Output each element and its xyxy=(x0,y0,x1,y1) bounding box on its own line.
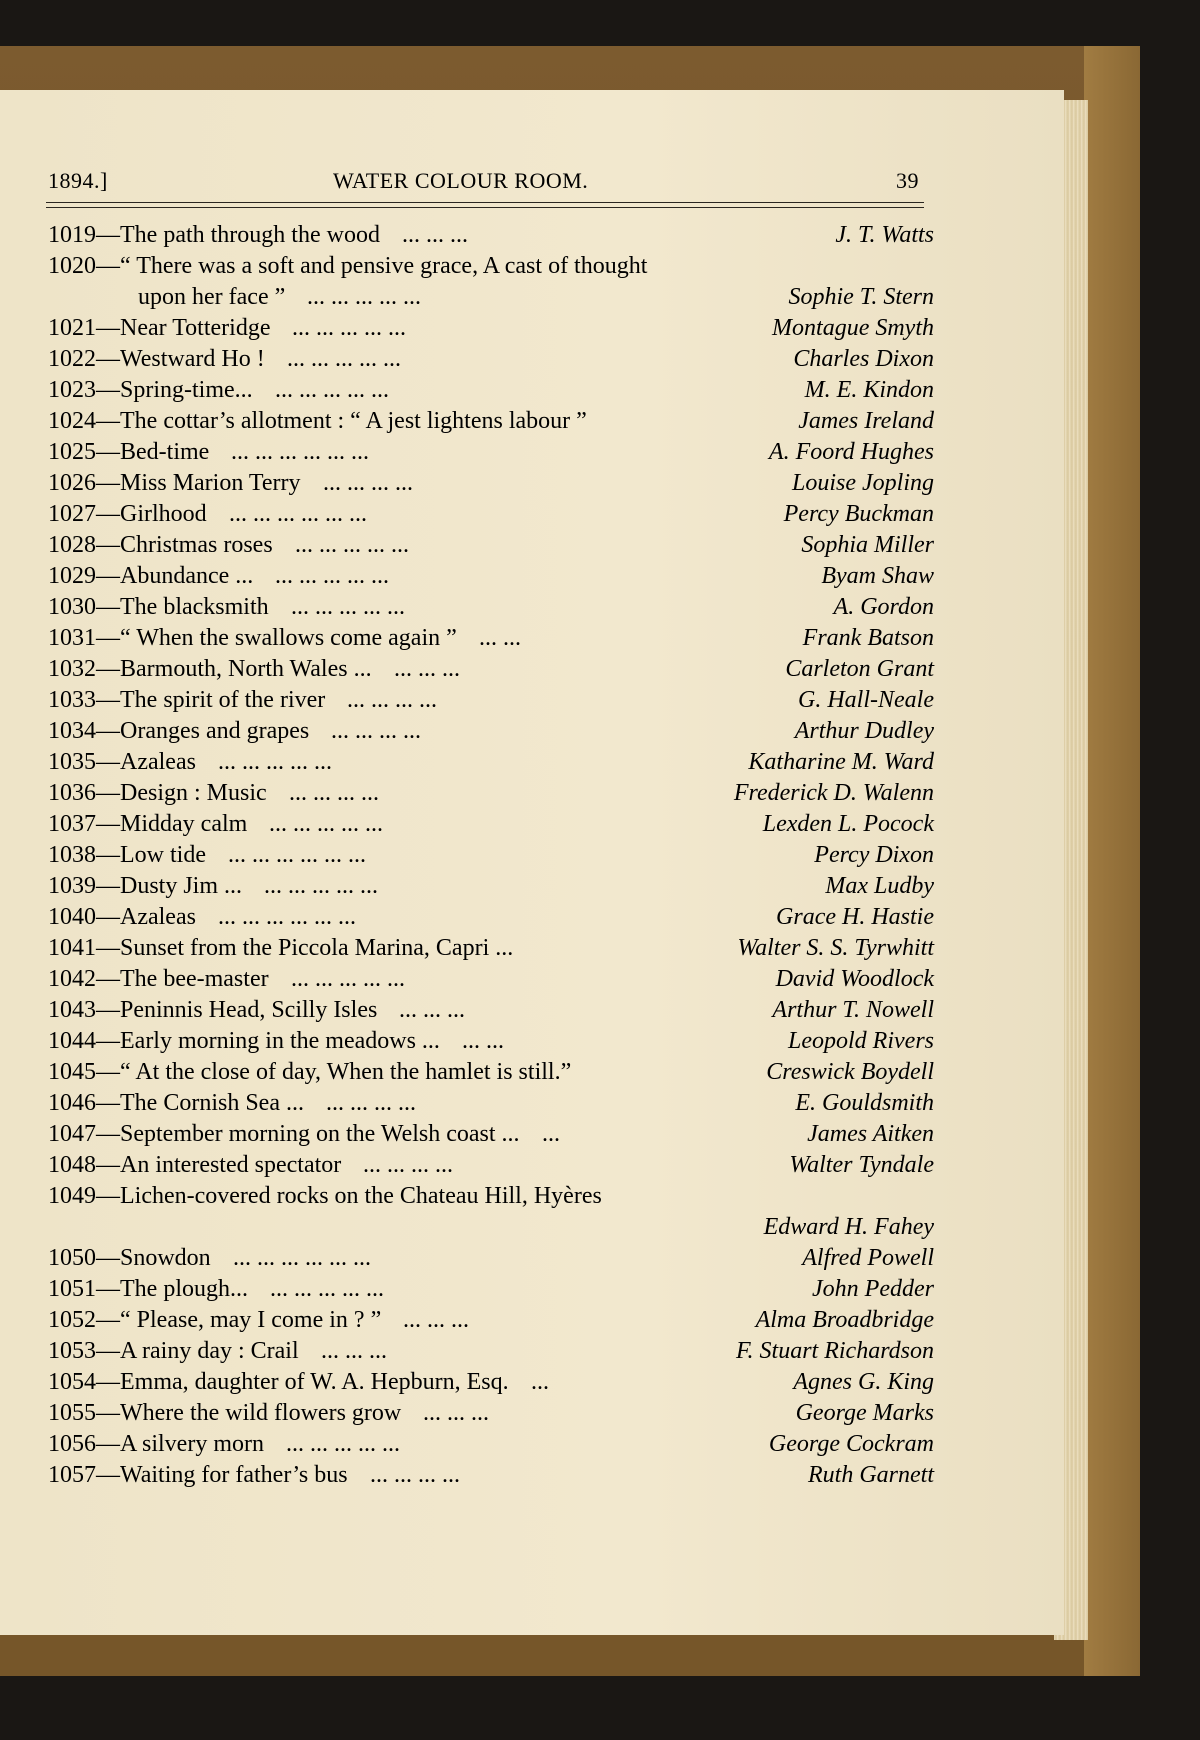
catalogue-entry xyxy=(48,499,934,529)
entry-title: 1020—“ There was a soft and pensive grace, A cast of thought xyxy=(48,253,648,279)
entry-artist: Walter Tyndale xyxy=(789,1152,934,1178)
entry-artist: E. Gouldsmith xyxy=(795,1090,934,1116)
catalogue-entry xyxy=(48,1274,934,1304)
entry-title: 1046—The Cornish Sea ... xyxy=(48,1090,304,1116)
running-head-title: WATER COLOUR ROOM. xyxy=(333,168,589,193)
leader-dots: ... ... ... xyxy=(423,1400,489,1426)
catalogue-entry xyxy=(48,1336,934,1366)
entry-artist: James Aitken xyxy=(807,1121,934,1147)
entry-artist: Katharine M. Ward xyxy=(748,749,934,775)
entry-artist: David Woodlock xyxy=(775,966,934,992)
entry-title: 1028—Christmas roses xyxy=(48,532,273,558)
leader-dots: ... ... ... xyxy=(403,1307,469,1333)
leader-dots: ... ... ... ... ... ... xyxy=(218,904,356,930)
catalogue-entry xyxy=(48,1212,934,1242)
catalogue-entry xyxy=(48,468,934,498)
leader-dots: ... ... xyxy=(462,1028,504,1054)
leader-dots: ... ... ... xyxy=(321,1338,387,1364)
entry-title: 1034—Oranges and grapes xyxy=(48,718,310,744)
catalogue-entry xyxy=(48,840,934,870)
entry-title: 1033—The spirit of the river xyxy=(48,687,326,713)
entry-title: 1037—Midday calm xyxy=(48,811,248,837)
catalogue-entry xyxy=(48,437,934,467)
leader-dots: ... ... ... ... ... ... xyxy=(233,1245,371,1271)
entry-title: 1042—The bee-master xyxy=(48,966,269,992)
entry-artist: Lexden L. Pocock xyxy=(762,811,934,837)
entry-artist: A. Gordon xyxy=(833,594,934,620)
leader-dots: ... ... ... ... ... xyxy=(275,377,389,403)
entry-artist: Sophie T. Stern xyxy=(788,284,934,310)
leader-dots: ... ... ... ... ... ... xyxy=(229,501,367,527)
entry-title: 1023—Spring-time... xyxy=(48,377,253,403)
catalogue-entry xyxy=(48,1088,934,1118)
entry-artist: Percy Buckman xyxy=(783,501,934,527)
catalogue-entry xyxy=(48,778,934,808)
entry-artist: Arthur T. Nowell xyxy=(772,997,934,1023)
entry-artist: Alfred Powell xyxy=(802,1245,934,1271)
entry-title: 1027—Girlhood xyxy=(48,501,207,527)
entry-artist: Max Ludby xyxy=(825,873,934,899)
catalogue-entry xyxy=(48,623,934,653)
entry-artist: Ruth Garnett xyxy=(808,1462,934,1488)
entry-title: 1044—Early morning in the meadows ... xyxy=(48,1028,440,1054)
leader-dots: ... ... ... ... xyxy=(323,470,413,496)
entry-artist: Carleton Grant xyxy=(785,656,934,682)
entry-artist: G. Hall-Neale xyxy=(798,687,934,713)
leader-dots: ... ... ... ... ... ... xyxy=(231,439,369,465)
entry-title: 1053—A rainy day : Crail xyxy=(48,1338,299,1364)
catalogue-entry xyxy=(48,592,934,622)
catalogue-entry xyxy=(48,685,934,715)
catalogue-entry xyxy=(48,1305,934,1335)
page-number: 39 xyxy=(896,168,919,193)
catalogue-entry xyxy=(48,1057,934,1087)
leader-dots: ... ... ... ... ... xyxy=(291,594,405,620)
catalogue-entry xyxy=(48,995,934,1025)
catalogue-entry xyxy=(48,251,934,281)
catalogue-entry xyxy=(48,747,934,777)
catalogue-entry xyxy=(48,1181,934,1211)
leader-dots: ... ... ... ... ... xyxy=(286,1431,400,1457)
leader-dots: ... ... ... ... ... xyxy=(292,315,406,341)
entry-title: 1048—An interested spectator xyxy=(48,1152,342,1178)
catalogue-entry xyxy=(48,964,934,994)
entry-artist: Arthur Dudley xyxy=(794,718,934,744)
entry-artist: Charles Dixon xyxy=(793,346,934,372)
leader-dots: ... ... ... xyxy=(394,656,460,682)
catalogue-entry xyxy=(48,1243,934,1273)
entry-artist: F. Stuart Richardson xyxy=(735,1338,934,1364)
leader-dots: ... ... ... ... xyxy=(289,780,379,806)
leader-dots: ... ... ... ... ... xyxy=(295,532,409,558)
entry-title: 1026—Miss Marion Terry xyxy=(48,470,301,496)
leader-dots: ... xyxy=(542,1121,560,1147)
leader-dots: ... ... ... ... xyxy=(326,1090,416,1116)
catalogue-entry xyxy=(48,809,934,839)
entry-title: 1019—The path through the wood xyxy=(48,222,380,248)
catalogue-entry xyxy=(48,344,934,374)
entry-artist: Byam Shaw xyxy=(821,563,934,589)
entry-artist: Frank Batson xyxy=(802,625,934,651)
entry-title: 1022—Westward Ho ! xyxy=(48,346,265,372)
leader-dots: ... ... ... ... ... xyxy=(270,1276,384,1302)
header-rule xyxy=(46,202,924,203)
entry-title: 1054—Emma, daughter of W. A. Hepburn, Esq. xyxy=(48,1369,509,1395)
catalogue-entry xyxy=(48,654,934,684)
leader-dots: ... ... ... xyxy=(399,997,465,1023)
entry-title: 1040—Azaleas xyxy=(48,904,196,930)
entry-artist: J. T. Watts xyxy=(835,222,934,248)
entry-title: 1045—“ At the close of day, When the hamlet is still.” xyxy=(48,1059,572,1085)
catalogue-entry xyxy=(48,902,934,932)
leader-dots: ... ... ... ... ... xyxy=(287,346,401,372)
catalogue-entry xyxy=(48,220,934,250)
entry-artist: Sophia Miller xyxy=(801,532,934,558)
leader-dots: ... ... ... ... ... xyxy=(218,749,332,775)
catalogue-entry xyxy=(48,1026,934,1056)
entry-title: 1038—Low tide xyxy=(48,842,206,868)
leader-dots: ... ... ... ... xyxy=(370,1462,460,1488)
leader-dots: ... ... ... ... ... xyxy=(307,284,421,310)
entry-artist: Edward H. Fahey xyxy=(763,1214,934,1240)
entry-title: 1055—Where the wild flowers grow xyxy=(48,1400,402,1426)
entry-artist: George Marks xyxy=(795,1400,934,1426)
catalogue-entry xyxy=(48,1460,934,1490)
entry-title: 1031—“ When the swallows come again ” xyxy=(48,625,457,651)
entry-artist: Agnes G. King xyxy=(793,1369,934,1395)
leader-dots: ... ... ... xyxy=(402,222,468,248)
leader-dots: ... xyxy=(531,1369,549,1395)
entry-title: 1057—Waiting for father’s bus xyxy=(48,1462,348,1488)
catalogue-entry xyxy=(48,282,934,312)
book-cover-edge xyxy=(1084,46,1140,1676)
entry-title: 1056—A silvery morn xyxy=(48,1431,264,1457)
leader-dots: ... ... ... ... xyxy=(331,718,421,744)
running-head-year: 1894.] xyxy=(48,168,108,193)
entry-artist: Grace H. Hastie xyxy=(776,904,934,930)
leader-dots: ... ... ... ... ... xyxy=(291,966,405,992)
entry-artist: George Cockram xyxy=(768,1431,934,1457)
entry-title: 1039—Dusty Jim ... xyxy=(48,873,243,899)
catalogue-entry xyxy=(48,1119,934,1149)
entry-title: 1025—Bed-time xyxy=(48,439,210,465)
entry-title: 1052—“ Please, may I come in ? ” xyxy=(48,1307,382,1333)
catalogue-entry xyxy=(48,1398,934,1428)
entry-artist: Walter S. S. Tyrwhitt xyxy=(737,935,934,961)
catalogue-entry xyxy=(48,716,934,746)
catalogue-entry xyxy=(48,933,934,963)
entry-title: 1050—Snowdon xyxy=(48,1245,211,1271)
entry-artist: Alma Broadbridge xyxy=(755,1307,934,1333)
catalogue-entry xyxy=(48,530,934,560)
entry-artist: Frederick D. Walenn xyxy=(733,780,934,806)
catalogue-entry xyxy=(48,871,934,901)
leader-dots: ... ... ... ... ... xyxy=(264,873,378,899)
leader-dots: ... ... xyxy=(479,625,521,651)
entry-artist: M. E. Kindon xyxy=(804,377,934,403)
leader-dots: ... ... ... ... ... ... xyxy=(228,842,366,868)
entry-title: 1021—Near Totteridge xyxy=(48,315,271,341)
catalogue-entry xyxy=(48,1429,934,1459)
leader-dots: ... ... ... ... xyxy=(347,687,437,713)
entry-artist: Louise Jopling xyxy=(792,470,934,496)
entry-title: 1029—Abundance ... xyxy=(48,563,254,589)
catalogue-entry xyxy=(48,561,934,591)
entry-title: 1041—Sunset from the Piccola Marina, Capri ... xyxy=(48,935,514,961)
entry-artist: Montague Smyth xyxy=(772,315,934,341)
catalogue-entry xyxy=(48,406,934,436)
entry-title: 1043—Peninnis Head, Scilly Isles xyxy=(48,997,378,1023)
catalogue-entry xyxy=(48,375,934,405)
entry-artist: A. Foord Hughes xyxy=(768,439,934,465)
header-rule-thin xyxy=(46,207,924,208)
catalogue-entry xyxy=(48,1367,934,1397)
entry-title: 1051—The plough... xyxy=(48,1276,248,1302)
entry-title: 1036—Design : Music xyxy=(48,780,267,806)
entry-artist: Leopold Rivers xyxy=(788,1028,934,1054)
entry-title: upon her face ” xyxy=(138,284,286,310)
entry-title: 1032—Barmouth, North Wales ... xyxy=(48,656,372,682)
entry-artist: James Ireland xyxy=(798,408,934,434)
entry-title: 1047—September morning on the Welsh coast ... xyxy=(48,1121,520,1147)
entry-artist: John Pedder xyxy=(812,1276,934,1302)
leader-dots: ... ... ... ... xyxy=(363,1152,453,1178)
leader-dots: ... ... ... ... ... xyxy=(269,811,383,837)
entry-title: 1049—Lichen-covered rocks on the Chateau Hill, Hyères xyxy=(48,1183,602,1209)
entry-artist: Percy Dixon xyxy=(814,842,934,868)
leader-dots: ... ... ... ... ... xyxy=(275,563,389,589)
entry-artist: Creswick Boydell xyxy=(766,1059,934,1085)
catalogue-entry xyxy=(48,1150,934,1180)
catalogue-entry xyxy=(48,313,934,343)
entry-title: 1030—The blacksmith xyxy=(48,594,269,620)
entry-title: 1024—The cottar’s allotment : “ A jest lightens labour ” xyxy=(48,408,587,434)
entry-title: 1035—Azaleas xyxy=(48,749,196,775)
